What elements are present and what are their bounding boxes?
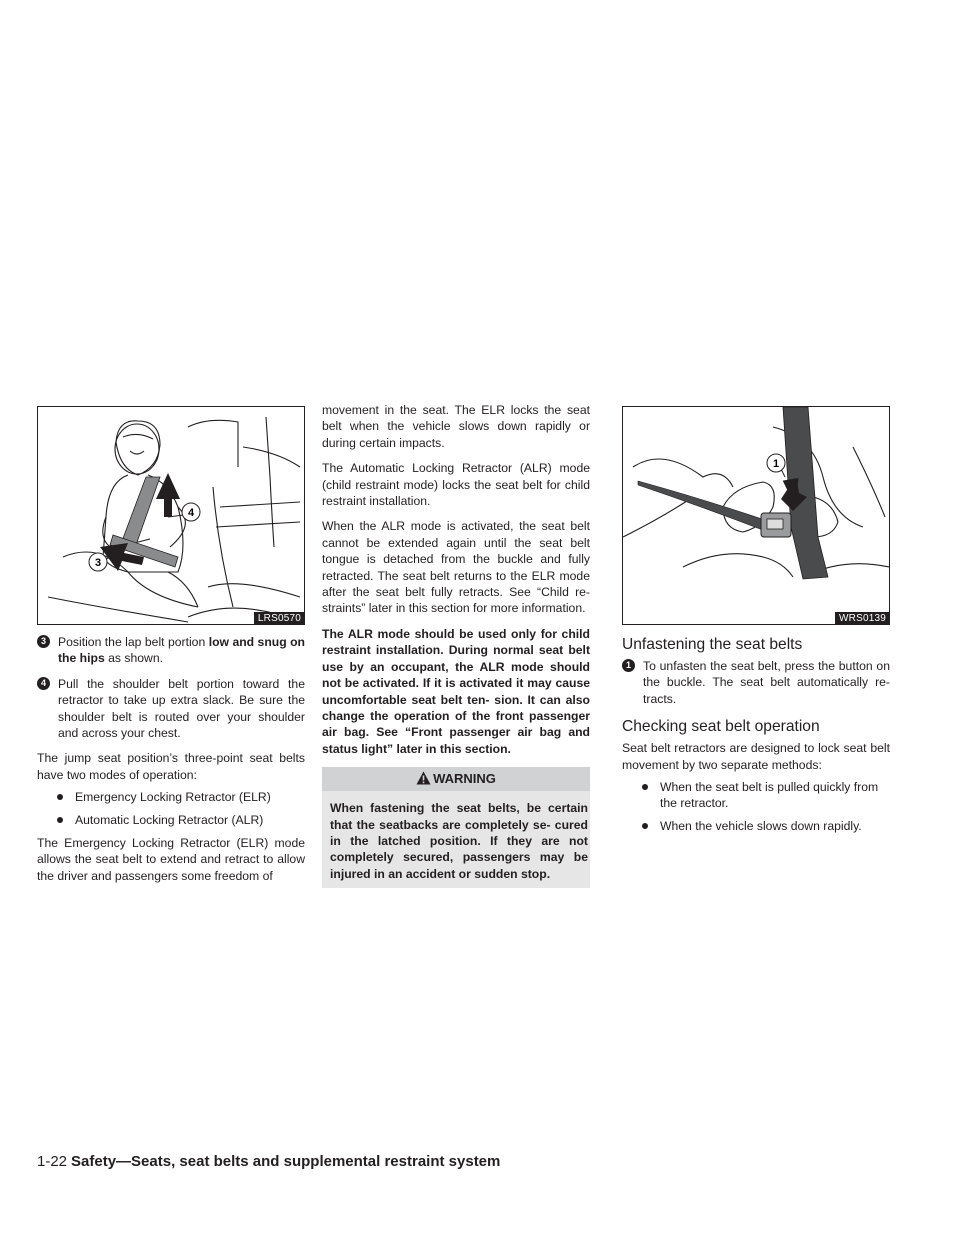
- figure-label: WRS0139: [835, 612, 889, 624]
- bullet-item: [37, 812, 305, 828]
- step-text-bold: low and snug on the hips: [58, 635, 305, 666]
- column-2: [322, 403, 590, 888]
- figure-lap-belt: [37, 406, 305, 625]
- page-number: 1-22: [37, 1153, 68, 1170]
- bullet-icon: [642, 823, 648, 829]
- figure-unfasten: [622, 406, 890, 625]
- bullet-text: When the seat belt is pulled quickly from the retractor.: [660, 780, 879, 811]
- step-4: [37, 676, 305, 742]
- warning-triangle-icon: [416, 771, 431, 785]
- bullet-icon: [57, 817, 63, 823]
- section-heading: Unfastening the seat belts: [622, 636, 803, 653]
- bullet-item: [622, 818, 890, 834]
- callout-1: 1: [772, 458, 780, 470]
- bullet-text: When the vehicle slows down rapidly.: [660, 818, 862, 833]
- paragraph: Seat belt retractors are designed to lock seat belt movement by two separate methods:: [622, 741, 890, 772]
- warning-header: [322, 767, 590, 791]
- bullet-text: Automatic Locking Retractor (ALR): [75, 812, 264, 827]
- paragraph: When the ALR mode is activated, the seat belt cannot be extended again until the seat belt tongue is detached from the buckle and fully retracted. The seat belt returns to the ELR mode after the seat belt fully retracts. See “Child re- straints” later in this section for more information.: [322, 519, 590, 616]
- alr-notice: The ALR mode should be used only for child restraint installation. During normal seat belt use by an occupant, the ALR mode should not be activated. If it is activated it may cause uncomfortable seat belt ten- sion. It can also change the operation of the front passenger air bag. See “Front passenger air bag and status light” later in this section.: [322, 626, 590, 756]
- figure-label: LRS0570: [254, 612, 304, 624]
- column-1: [37, 406, 305, 884]
- step-number: 1: [622, 659, 635, 672]
- buckle-illustration: [623, 407, 889, 624]
- step-3: [37, 634, 305, 667]
- step-text: To unfasten the seat belt, press the button on the buckle. The seat belt automatically re- tracts.: [643, 659, 890, 706]
- bullet-icon: [642, 784, 648, 790]
- bullet-item: [622, 779, 890, 812]
- section-heading: Checking seat belt operation: [622, 718, 820, 736]
- step-text: Pull the shoulder belt portion toward the retractor to take up extra slack. Be sure the shoulder belt is routed over your shoulder and across your chest.: [58, 676, 305, 741]
- elr-paragraph: The Emergency Locking Retractor (ELR) mode allows the seat belt to extend and retract to allow the driver and passengers some freedom of: [37, 836, 305, 883]
- step-text-end: as shown.: [104, 651, 163, 666]
- paragraph: The Automatic Locking Retractor (ALR) mode (child restraint mode) locks the seat belt for child restraint installation.: [322, 461, 590, 509]
- callout-3: 3: [94, 557, 102, 569]
- page-footer: [37, 1154, 923, 1170]
- bullet-text: Emergency Locking Retractor (ELR): [75, 790, 271, 805]
- warning-title: WARNING: [433, 771, 496, 787]
- warning-box: [322, 767, 590, 888]
- modes-intro: The jump seat position’s three-point seat belts have two modes of operation:: [37, 751, 305, 782]
- step-number: 4: [37, 677, 50, 690]
- page-section-title: Safety—Seats, seat belts and supplemental restraint system: [71, 1153, 501, 1170]
- step-1: [622, 658, 890, 707]
- bullet-item: [37, 789, 305, 805]
- seat-belt-illustration: [38, 407, 304, 624]
- warning-text: When fastening the seat belts, be certain that the seatbacks are completely se- cured in the latched position. If they are not completely secured, passengers may be injured in an accident or sudden stop.: [330, 801, 588, 881]
- step-number: 3: [37, 635, 50, 648]
- paragraph: movement in the seat. The ELR locks the seat belt when the vehicle slows down rapidly or during certain impacts.: [322, 403, 590, 450]
- step-text: Position the lap belt portion: [58, 635, 209, 649]
- callout-4: 4: [187, 507, 195, 519]
- column-3: [622, 406, 890, 834]
- bullet-icon: [57, 794, 63, 800]
